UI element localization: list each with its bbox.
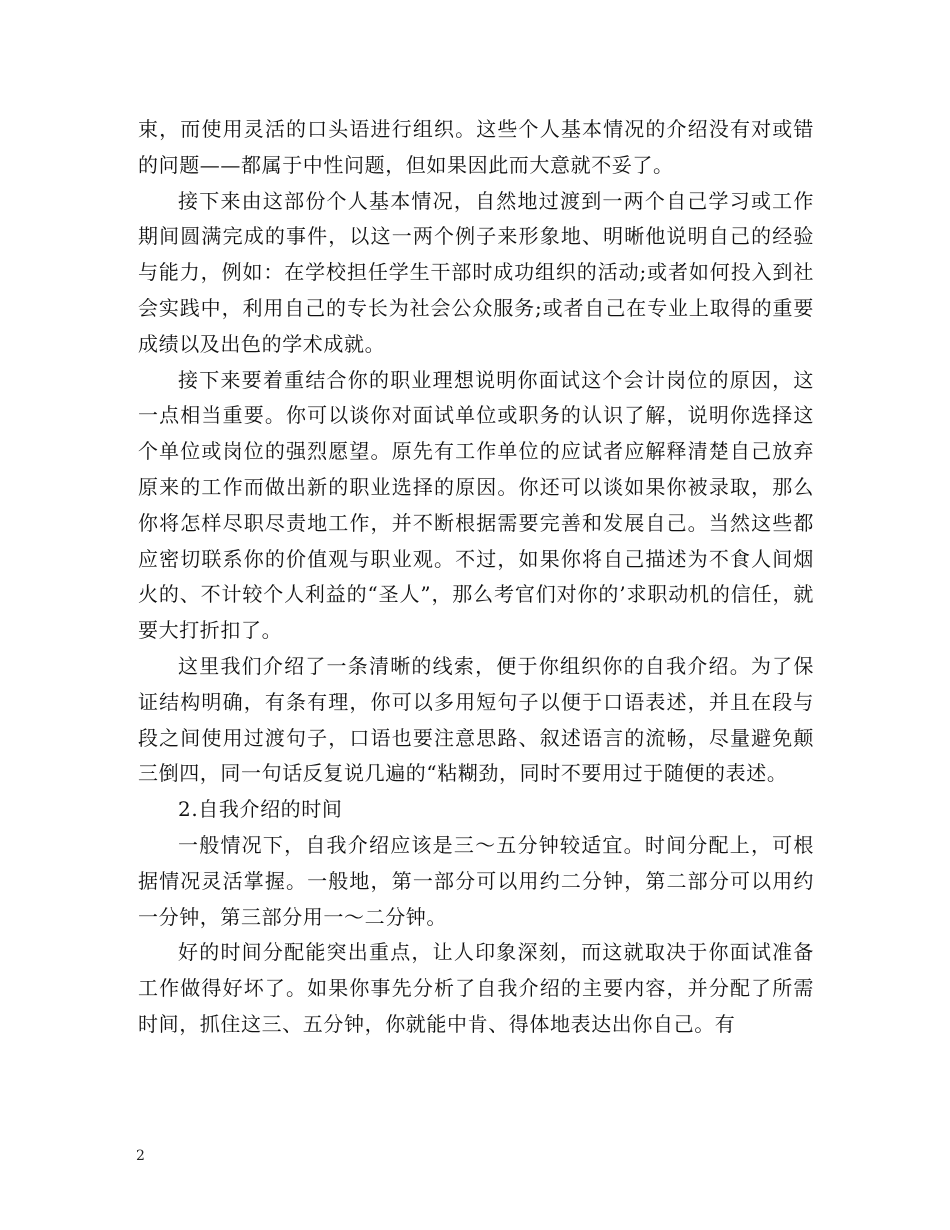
section-heading: 2.自我介绍的时间 [178,797,343,822]
paragraph: 束，而使用灵活的口头语进行组织。这些个人基本情况的介绍没有对或错的问题——都属于中性问题，但如果因此而大意就不妥了。 [138,117,814,177]
page-number: 2 [136,1148,145,1164]
paragraph: 这里我们介绍了一条清晰的线索，便于你组织你的自我介绍。为了保证结构明确，有条有理，你可以多用短句子以便于口语表述，并且在段与段之间使用过渡句子，口语也要注意思路、叙述语言的流畅，尽量避免颠三倒四，同一句话反复说几遍的“粘糊劲，同时不要用过于随便的表述。 [138,653,814,786]
paragraph: 接下来要着重结合你的职业理想说明你面试这个会计岗位的原因，这一点相当重要。你可以谈你对面试单位或职务的认识了解，说明你选择这个单位或岗位的强烈愿望。原先有工作单位的应试者应解释清楚自己放弃原来的工作而做出新的职业选择的原因。你还可以谈如果你被录取，那么你将怎样尽职尽责地工作，并不断根据需要完善和发展自己。当然这些都应密切联系你的价值观与职业观。不过，如果你将自己描述为不食人间烟火的、不计较个人利益的“圣人”，那么考官们对你的’求职动机的信任，就要大打折扣了。 [138,367,814,643]
paragraph: 一般情况下，自我介绍应该是三～五分钟较适宜。时间分配上，可根据情况灵活掌握。一般地，第一部分可以用约二分钟，第二部分可以用约一分钟，第三部分用一～二分钟。 [138,832,814,929]
paragraph: 接下来由这部份个人基本情况，自然地过渡到一两个自己学习或工作期间圆满完成的事件，以这一两个例子来形象地、明晰他说明自己的经验与能力，例如：在学校担任学生干部时成功组织的活动;或者如何投入到社会实践中，利用自己的专长为社会公众服务;或者自己在专业上取得的重要成绩以及出色的学术成就。 [138,188,814,356]
paragraph: 好的时间分配能突出重点，让人印象深刻，而这就取决于你面试准备工作做得好坏了。如果你事先分析了自我介绍的主要内容，并分配了所需时间，抓住这三、五分钟，你就能中肯、得体地表达出你自己。有 [138,940,814,1036]
document-body [138,112,814,1043]
